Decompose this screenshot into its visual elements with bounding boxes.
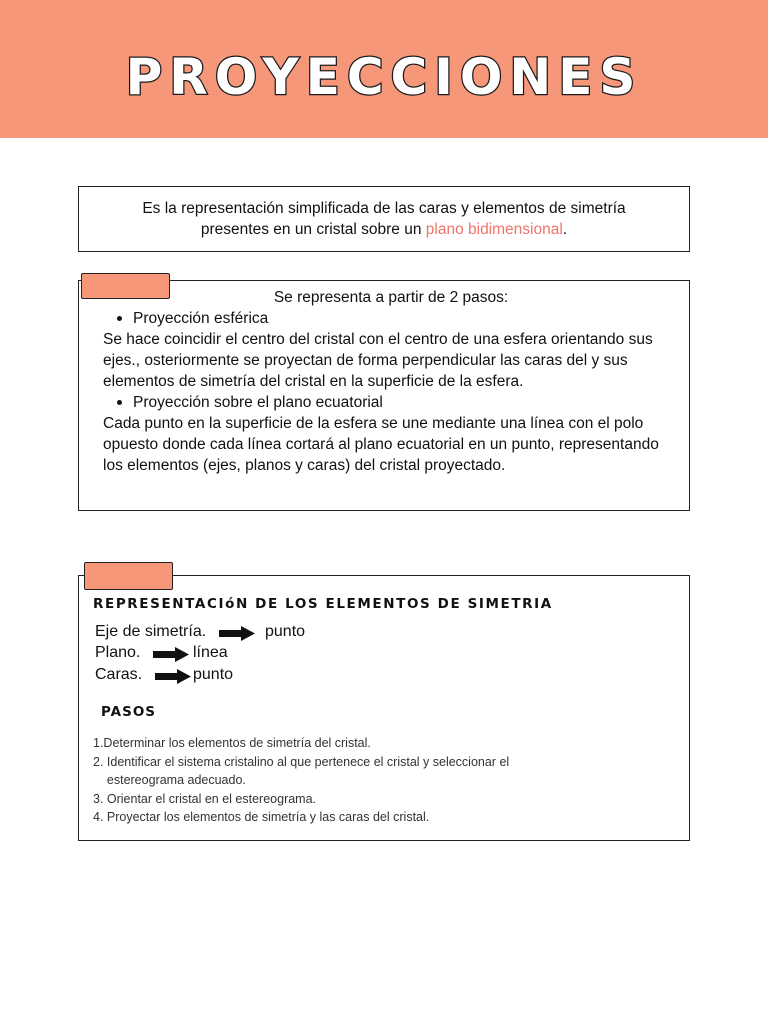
symmetry-box — [78, 575, 690, 841]
bullet-item-1 — [103, 308, 679, 329]
list-item: 3. Orientar el cristal en el estereograma. — [93, 791, 317, 806]
steps-box — [78, 280, 690, 511]
list-item: 1.Determinar los elementos de simetría del cristal. — [93, 736, 371, 750]
definition-highlight: plano bidimensional — [425, 221, 563, 238]
bullet-dot-icon — [117, 400, 122, 405]
definition-period: . — [562, 221, 568, 238]
symmetry-value: punto — [265, 623, 306, 640]
bullet-item-2 — [103, 392, 679, 413]
symmetry-value: punto — [193, 666, 234, 683]
paragraph-2: Cada punto en la superficie de la esfera se une mediante una línea con el polo opuesto donde cada línea cortará al plano ecuatorial en un punto, representando los elementos (ejes, planos y caras) del cristal proyectado. — [103, 415, 659, 474]
list-item: 4. Proyectar los elementos de simetría y las caras del cristal. — [93, 810, 430, 824]
definition-text: presentes en un cristal sobre un — [200, 221, 426, 238]
symmetry-label: Eje de simetría. — [95, 623, 207, 640]
bullet-dot-icon — [117, 316, 122, 321]
section-tab — [81, 273, 170, 299]
section-tab — [84, 562, 173, 590]
symmetry-label: Caras. — [95, 666, 143, 683]
definition-line-1: Es la representación simplificada de las caras y elementos de simetría — [142, 200, 626, 217]
symmetry-heading: REPRESENTACIóN DE LOS ELEMENTOS DE SIMETRIA — [93, 596, 553, 612]
definition-line-2 — [79, 219, 689, 240]
pasos-heading: PASOS — [101, 704, 157, 720]
paragraph-1: Se hace coincidir el centro del cristal con el centro de una esfera orientando sus ejes., osteriormente se proyectan de forma perpendicular las caras del y sus elementos de simetría del cristal en la superficie de la esfera. — [103, 331, 653, 390]
bullet-label: Proyección esférica — [133, 310, 269, 327]
symmetry-label: Plano. — [95, 644, 141, 661]
arrow-right-icon — [219, 626, 255, 641]
symmetry-value: línea — [193, 644, 228, 661]
arrow-right-icon — [155, 669, 191, 684]
steps-list — [93, 734, 673, 827]
definition-box — [78, 186, 690, 252]
list-item: 2. Identificar el sistema cristalino al que pertenece el cristal y seleccionar el — [93, 754, 510, 769]
page-title: PROYECCIONES — [125, 48, 643, 106]
bullet-label: Proyección sobre el plano ecuatorial — [133, 394, 383, 411]
list-item: estereograma adecuado. — [93, 773, 246, 787]
arrow-right-icon — [153, 647, 189, 662]
steps-intro: Se representa a partir de 2 pasos: — [273, 289, 509, 306]
